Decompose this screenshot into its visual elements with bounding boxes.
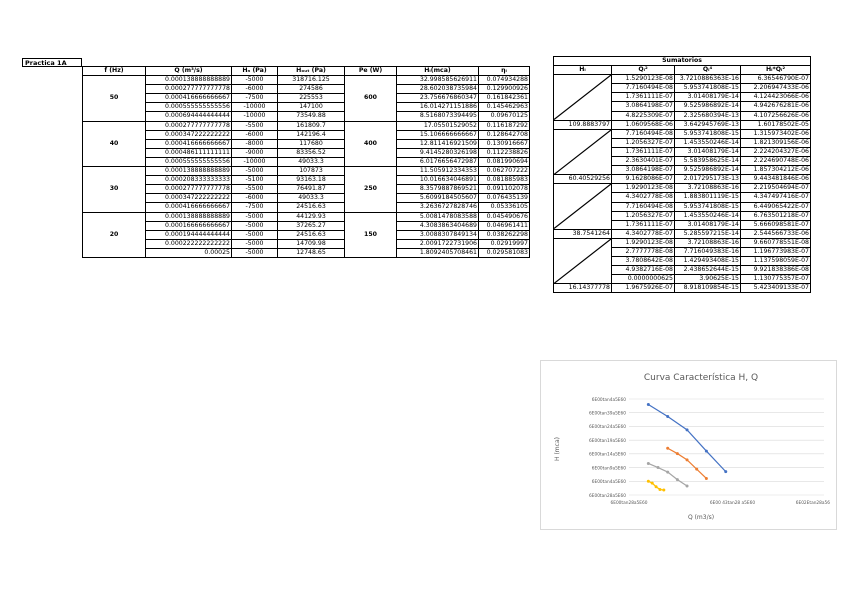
summary-hq2-cell: 2.224690748E-06 xyxy=(741,157,811,166)
summary-hq2-cell: 9.921838386E-08 xyxy=(741,266,811,275)
flow-cell: 0.00025 xyxy=(146,248,232,257)
pressure-out-cell: 225553 xyxy=(278,94,345,103)
summary-hq2-cell: 6.763501218E-07 xyxy=(741,211,811,220)
efficiency-cell: 0.128642708 xyxy=(479,130,530,139)
pressure-in-cell: -5000 xyxy=(232,167,278,176)
head-cell: 8.5168073394495 xyxy=(397,112,479,121)
pressure-in-cell: -5000 xyxy=(232,76,278,85)
flow-cell: 0.000277777777778 xyxy=(146,185,232,194)
pressure-out-cell: 274586 xyxy=(278,85,345,94)
head-cell: 10.016634046891 xyxy=(397,176,479,185)
summary-q2-cell: 1.7361111E-07 xyxy=(612,147,675,156)
chart-y-tick-label: 6E00tan4a5E60 xyxy=(591,397,626,403)
summary-q4-cell: 7.716049383E-16 xyxy=(675,247,741,256)
pressure-in-cell: -5000 xyxy=(232,239,278,248)
table-row xyxy=(83,230,530,239)
efficiency-cell: 0.112238826 xyxy=(479,148,530,157)
pressure-in-cell: -6000 xyxy=(232,194,278,203)
summary-q2-cell: 1.0609568E-06 xyxy=(612,120,675,129)
efficiency-cell: 0.116187292 xyxy=(479,121,530,130)
chart-point xyxy=(662,489,665,492)
pressure-out-cell: 73549.88 xyxy=(278,112,345,121)
flow-cell: 0.000694444444444 xyxy=(146,112,232,121)
summary-q4-cell: 3.7210886363E-16 xyxy=(675,75,741,84)
summary-q2-cell: 2.7777778E-08 xyxy=(612,247,675,256)
summary-q4-cell: 5.285597215E-14 xyxy=(675,229,741,238)
head-cell: 11.505912334353 xyxy=(397,167,479,176)
pressure-out-cell: 161809.7 xyxy=(278,121,345,130)
pressure-in-cell: -7500 xyxy=(232,94,278,103)
summary-q2-cell: 3.0864198E-07 xyxy=(612,102,675,111)
chart-point xyxy=(676,452,679,455)
chart-point xyxy=(647,462,650,465)
efficiency-cell: 0.02919997 xyxy=(479,239,530,248)
summary-hq2-cell: 5.666098581E-07 xyxy=(741,220,811,229)
summary-header-h: Hᵢ xyxy=(554,66,612,75)
summary-hq2-cell: 4.124423066E-06 xyxy=(741,93,811,102)
chart-series xyxy=(647,403,727,492)
chart-y-tick-label: 6E00tan39a5E60 xyxy=(589,411,626,417)
table-row xyxy=(83,157,530,166)
chart-x-tick-label: 6E00 43tan28 a5E60 xyxy=(709,501,756,506)
pressure-out-cell: 14709.98 xyxy=(278,239,345,248)
chart-point xyxy=(666,447,669,450)
summary-hq2-cell: 4.347497416E-07 xyxy=(741,193,811,202)
chart-y-axis-label: H (mca) xyxy=(554,437,561,461)
summary-hq2-cell: 9.443481846E-06 xyxy=(741,175,811,184)
table-row xyxy=(83,85,530,94)
flow-cell: 0.000416666666667 xyxy=(146,203,232,212)
efficiency-cell: 0.161842361 xyxy=(479,94,530,103)
summary-hq2-cell: 1.60178502E-05 xyxy=(741,120,811,129)
pressure-in-cell: -8000 xyxy=(232,139,278,148)
pressure-in-cell: -6000 xyxy=(232,85,278,94)
summary-row xyxy=(554,175,811,184)
table-row xyxy=(83,112,530,121)
summary-q2-cell: 1.9290123E-08 xyxy=(612,184,675,193)
summary-row xyxy=(554,238,811,247)
pressure-in-cell: -5000 xyxy=(232,248,278,257)
table-row xyxy=(83,76,530,85)
header-eta: ηᵢ xyxy=(479,67,530,76)
summary-q2-cell: 4.8225309E-07 xyxy=(612,111,675,120)
data-table-body xyxy=(83,76,530,258)
pressure-in-cell: -10000 xyxy=(232,157,278,166)
chart-y-tick-label: 6E00tan28a5E60 xyxy=(589,493,626,499)
chart-y-tick-label: 6E00tan14a5E60 xyxy=(589,452,626,458)
summary-q4-cell: 1.883801119E-15 xyxy=(675,193,741,202)
summary-q2-cell: 9.1628086E-07 xyxy=(612,175,675,184)
pressure-out-cell: 24516.63 xyxy=(278,203,345,212)
frequency-cell: 30 xyxy=(83,167,146,212)
table-row xyxy=(83,185,530,194)
chart-x-tick-label: 6E00tan28a5E60 xyxy=(610,501,648,506)
chart-title: Curva Característica H, Q xyxy=(643,373,759,383)
summary-q4-cell: 2.325680394E-13 xyxy=(675,111,741,120)
pressure-in-cell: -10000 xyxy=(232,112,278,121)
head-cell: 28.602038735984 xyxy=(397,85,479,94)
flow-cell: 0.000277777777778 xyxy=(146,121,232,130)
summary-q2-cell: 3.0864198E-07 xyxy=(612,166,675,175)
flow-cell: 0.000416666666667 xyxy=(146,139,232,148)
summary-hq2-cell: 1.821309156E-06 xyxy=(741,138,811,147)
table-row xyxy=(83,148,530,157)
flow-cell: 0.000277777777778 xyxy=(146,85,232,94)
header-hn: Hₙ (Pa) xyxy=(232,67,278,76)
summary-h-total: 38.7541264 xyxy=(554,229,612,238)
header-pe: Pe (W) xyxy=(345,67,397,76)
summary-q4-cell: 2.017295173E-13 xyxy=(675,175,741,184)
chart-point xyxy=(686,485,689,488)
efficiency-cell: 0.081990694 xyxy=(479,157,530,166)
flow-cell: 0.000347222222222 xyxy=(146,194,232,203)
chart-series-line-2 xyxy=(668,448,707,478)
summary-row xyxy=(554,120,811,129)
table-row xyxy=(83,194,530,203)
pressure-out-cell: 107873 xyxy=(278,167,345,176)
chart-series-line-1 xyxy=(648,404,725,471)
flow-cell: 0.000555555555556 xyxy=(146,103,232,112)
chart-point xyxy=(651,482,654,485)
summary-q4-cell: 1.453550246E-14 xyxy=(675,138,741,147)
characteristic-curve-chart xyxy=(540,360,837,530)
summary-h-total: 109.8883797 xyxy=(554,120,612,129)
efficiency-cell: 0.130916667 xyxy=(479,139,530,148)
summary-q2-cell: 1.7361111E-07 xyxy=(612,93,675,102)
chart-series-line-3 xyxy=(648,463,687,486)
table-row xyxy=(83,176,530,185)
summary-q4-cell: 3.01408179E-14 xyxy=(675,147,741,156)
summary-q2-cell: 1.7361111E-07 xyxy=(612,220,675,229)
summary-row xyxy=(554,229,811,238)
summary-q2-cell: 4.3402778E-07 xyxy=(612,229,675,238)
table-row xyxy=(83,212,530,221)
summary-row xyxy=(554,75,811,84)
table-row xyxy=(83,94,530,103)
chart-point xyxy=(695,468,698,471)
summary-header-row xyxy=(554,66,811,75)
power-cell: 250 xyxy=(345,167,397,212)
efficiency-cell: 0.046961411 xyxy=(479,221,530,230)
head-cell: 12.811416921509 xyxy=(397,139,479,148)
summary-q2-cell: 1.2056327E-07 xyxy=(612,138,675,147)
frequency-cell: 20 xyxy=(83,212,146,257)
efficiency-cell: 0.029581083 xyxy=(479,248,530,257)
summary-diagonal-cell xyxy=(554,184,612,229)
head-cell: 17.05501529052 xyxy=(397,121,479,130)
efficiency-cell: 0.05336105 xyxy=(479,203,530,212)
chart-point xyxy=(686,458,689,461)
summary-q2-cell: 1.2056327E-07 xyxy=(612,211,675,220)
table-row xyxy=(83,239,530,248)
chart-y-tick-label: 6E00tan4a5E60 xyxy=(591,480,626,486)
flow-cell: 0.000222222222222 xyxy=(146,239,232,248)
chart-x-tick-label: 6E02Etan28a56 xyxy=(795,501,830,506)
pressure-out-cell: 142196.4 xyxy=(278,130,345,139)
summary-hq2-cell: 1.857304212E-06 xyxy=(741,166,811,175)
pressure-out-cell: 318716.125 xyxy=(278,76,345,85)
pressure-out-cell: 49033.3 xyxy=(278,157,345,166)
summary-hq2-cell: 1.130775357E-07 xyxy=(741,275,811,284)
summary-q4-cell: 5.953741808E-15 xyxy=(675,129,741,138)
table-row xyxy=(83,130,530,139)
table-row xyxy=(83,203,530,212)
summary-q4-cell: 5.583958625E-14 xyxy=(675,157,741,166)
efficiency-cell: 0.081885983 xyxy=(479,176,530,185)
summary-row xyxy=(554,129,811,138)
summary-h-total: 16.14377778 xyxy=(554,284,612,293)
flow-cell: 0.000416666666667 xyxy=(146,94,232,103)
summary-q4-cell: 5.953741808E-15 xyxy=(675,202,741,211)
summary-hq2-cell: 2.224204327E-06 xyxy=(741,147,811,156)
chart-y-tick-label: 6E00tan9a5E60 xyxy=(591,466,626,472)
header-hi: Hᵢ(mca) xyxy=(397,67,479,76)
frequency-cell: 50 xyxy=(83,76,146,121)
table-row xyxy=(83,248,530,257)
chart-x-tick-labels xyxy=(611,500,831,506)
summary-hq2-cell: 5.423409133E-07 xyxy=(741,284,811,293)
chart-y-tick-labels xyxy=(589,397,626,499)
frequency-cell: 40 xyxy=(83,121,146,166)
flow-cell: 0.000194444444444 xyxy=(146,230,232,239)
flow-cell: 0.000138888888889 xyxy=(146,212,232,221)
summary-q4-cell: 3.72108863E-16 xyxy=(675,238,741,247)
head-cell: 5.6099184505607 xyxy=(397,194,479,203)
pressure-in-cell: -5000 xyxy=(232,221,278,230)
flow-cell: 0.000486111111111 xyxy=(146,148,232,157)
summary-header-q4: Qᵢ⁴ xyxy=(675,66,741,75)
head-cell: 3.2636727828746 xyxy=(397,203,479,212)
summary-header-hq2: Hᵢ*Qᵢ² xyxy=(741,66,811,75)
summary-q2-cell: 1.9290123E-08 xyxy=(612,238,675,247)
summary-q4-cell: 9.525986892E-14 xyxy=(675,166,741,175)
efficiency-cell: 0.09670125 xyxy=(479,112,530,121)
summary-q4-cell: 3.72108863E-16 xyxy=(675,184,741,193)
summary-diagonal-cell xyxy=(554,75,612,120)
head-cell: 15.106666666667 xyxy=(397,130,479,139)
power-cell: 150 xyxy=(345,212,397,257)
chart-y-tick-label: 6E00tan24a5E60 xyxy=(589,425,626,431)
chart-point xyxy=(686,428,689,431)
summary-q4-cell: 3.01408179E-14 xyxy=(675,93,741,102)
flow-cell: 0.000166666666667 xyxy=(146,221,232,230)
summary-hq2-cell: 1.196773983E-07 xyxy=(741,247,811,256)
pressure-out-cell: 93163.18 xyxy=(278,176,345,185)
summary-q2-cell: 4.3402778E-08 xyxy=(612,193,675,202)
chart-point xyxy=(666,471,669,474)
summary-hq2-cell: 2.544566733E-06 xyxy=(741,229,811,238)
efficiency-cell: 0.038262298 xyxy=(479,230,530,239)
summary-diagonal-cell xyxy=(554,129,612,174)
chart-point xyxy=(724,470,727,473)
header-f: f (Hz) xyxy=(83,67,146,76)
chart-point xyxy=(658,488,661,491)
summary-q4-cell: 3.01408179E-14 xyxy=(675,220,741,229)
summary-q4-cell: 9.525986892E-14 xyxy=(675,102,741,111)
summary-diagonal-cell xyxy=(554,238,612,283)
summary-q4-cell: 3.90625E-15 xyxy=(675,275,741,284)
head-cell: 8.3579887869521 xyxy=(397,185,479,194)
head-cell: 9.4145280326198 xyxy=(397,148,479,157)
flow-cell: 0.000208333333333 xyxy=(146,176,232,185)
summary-q2-cell: 1.9675926E-07 xyxy=(612,284,675,293)
head-cell: 5.0081478083588 xyxy=(397,212,479,221)
chart-point xyxy=(657,466,660,469)
summary-hq2-cell: 9.660778551E-08 xyxy=(741,238,811,247)
pressure-out-cell: 49033.3 xyxy=(278,194,345,203)
header-q: Q (m³/s) xyxy=(146,67,232,76)
summary-row xyxy=(554,284,811,293)
sheet-label: Practica 1A xyxy=(22,58,82,67)
pressure-out-cell: 12748.65 xyxy=(278,248,345,257)
summary-table-body xyxy=(554,75,811,293)
summary-q2-cell: 0.0000000625 xyxy=(612,275,675,284)
head-cell: 23.756676860347 xyxy=(397,94,479,103)
head-cell: 3.0088307849134 xyxy=(397,230,479,239)
power-cell: 400 xyxy=(345,121,397,166)
header-row xyxy=(83,67,530,76)
pressure-in-cell: -5000 xyxy=(232,212,278,221)
summary-q2-cell: 2.3630401E-07 xyxy=(612,157,675,166)
summary-h-total: 60.40529256 xyxy=(554,175,612,184)
summary-title: Sumatorios xyxy=(554,57,811,66)
pressure-out-cell: 76491.87 xyxy=(278,185,345,194)
chart-x-axis-label: Q (m3/s) xyxy=(687,514,715,521)
head-cell: 6.0176656472987 xyxy=(397,157,479,166)
summary-q2-cell: 7.7160494E-08 xyxy=(612,202,675,211)
efficiency-cell: 0.076435139 xyxy=(479,194,530,203)
summary-hq2-cell: 4.107256626E-06 xyxy=(741,111,811,120)
chart-point xyxy=(705,477,708,480)
summary-q4-cell: 2.438652644E-15 xyxy=(675,266,741,275)
chart-point xyxy=(647,403,650,406)
pressure-out-cell: 147100 xyxy=(278,103,345,112)
pressure-in-cell: -6000 xyxy=(232,130,278,139)
table-row xyxy=(83,103,530,112)
summary-hq2-cell: 1.315973402E-06 xyxy=(741,129,811,138)
power-cell: 600 xyxy=(345,76,397,121)
pressure-in-cell: -7500 xyxy=(232,203,278,212)
summary-q2-cell: 4.9382716E-08 xyxy=(612,266,675,275)
table-row xyxy=(83,121,530,130)
pressure-out-cell: 37265.27 xyxy=(278,221,345,230)
efficiency-cell: 0.062707222 xyxy=(479,167,530,176)
summary-hq2-cell: 2.219504694E-07 xyxy=(741,184,811,193)
pressure-in-cell: -5000 xyxy=(232,230,278,239)
flow-cell: 0.000138888888889 xyxy=(146,76,232,85)
head-cell: 1.8092405708461 xyxy=(397,248,479,257)
chart-y-tick-label: 6E00tan19a5E60 xyxy=(589,438,626,444)
summary-hq2-cell: 2.206947433E-06 xyxy=(741,84,811,93)
pressure-in-cell: -5500 xyxy=(232,185,278,194)
head-cell: 4.3083863404689 xyxy=(397,221,479,230)
data-table xyxy=(82,66,530,258)
flow-cell: 0.000138888888889 xyxy=(146,167,232,176)
chart-point xyxy=(647,480,650,483)
efficiency-cell: 0.129900926 xyxy=(479,85,530,94)
pressure-out-cell: 83356.52 xyxy=(278,148,345,157)
pressure-in-cell: -9000 xyxy=(232,148,278,157)
pressure-in-cell: -10000 xyxy=(232,103,278,112)
table-row xyxy=(83,139,530,148)
flow-cell: 0.000347222222222 xyxy=(146,130,232,139)
summary-q4-cell: 5.953741808E-15 xyxy=(675,84,741,93)
pressure-out-cell: 44129.93 xyxy=(278,212,345,221)
summary-q2-cell: 7.7160494E-08 xyxy=(612,129,675,138)
summary-q2-cell: 3.7808642E-08 xyxy=(612,257,675,266)
summary-table xyxy=(553,56,811,293)
efficiency-cell: 0.145462963 xyxy=(479,103,530,112)
pressure-out-cell: 117680 xyxy=(278,139,345,148)
pressure-out-cell: 24516.63 xyxy=(278,230,345,239)
chart-point xyxy=(705,450,708,453)
summary-hq2-cell: 6.36546790E-07 xyxy=(741,75,811,84)
summary-q4-cell: 1.429493408E-15 xyxy=(675,257,741,266)
table-row xyxy=(83,221,530,230)
summary-q4-cell: 3.642945769E-13 xyxy=(675,120,741,129)
pressure-in-cell: -5500 xyxy=(232,121,278,130)
summary-q2-cell: 7.7160494E-08 xyxy=(612,84,675,93)
flow-cell: 0.000555555555556 xyxy=(146,157,232,166)
chart-point xyxy=(666,415,669,418)
summary-hq2-cell: 6.449065422E-07 xyxy=(741,202,811,211)
summary-q4-cell: 8.918109854E-15 xyxy=(675,284,741,293)
summary-q2-cell: 1.5290123E-08 xyxy=(612,75,675,84)
summary-row xyxy=(554,184,811,193)
chart-grid xyxy=(629,399,824,495)
summary-hq2-cell: 4.942676281E-06 xyxy=(741,102,811,111)
efficiency-cell: 0.045490676 xyxy=(479,212,530,221)
chart-point xyxy=(676,478,679,481)
header-hout: Hₒᵤₜ (Pa) xyxy=(278,67,345,76)
head-cell: 2.0091722731906 xyxy=(397,239,479,248)
chart-point xyxy=(655,485,658,488)
pressure-in-cell: -5100 xyxy=(232,176,278,185)
summary-hq2-cell: 1.137598059E-07 xyxy=(741,257,811,266)
head-cell: 32.998585626911 xyxy=(397,76,479,85)
table-row xyxy=(83,167,530,176)
head-cell: 16.014271151886 xyxy=(397,103,479,112)
chart-svg xyxy=(541,361,836,529)
summary-header-q2: Qᵢ² xyxy=(612,66,675,75)
summary-q4-cell: 1.453550246E-14 xyxy=(675,211,741,220)
efficiency-cell: 0.074934288 xyxy=(479,76,530,85)
efficiency-cell: 0.091102078 xyxy=(479,185,530,194)
